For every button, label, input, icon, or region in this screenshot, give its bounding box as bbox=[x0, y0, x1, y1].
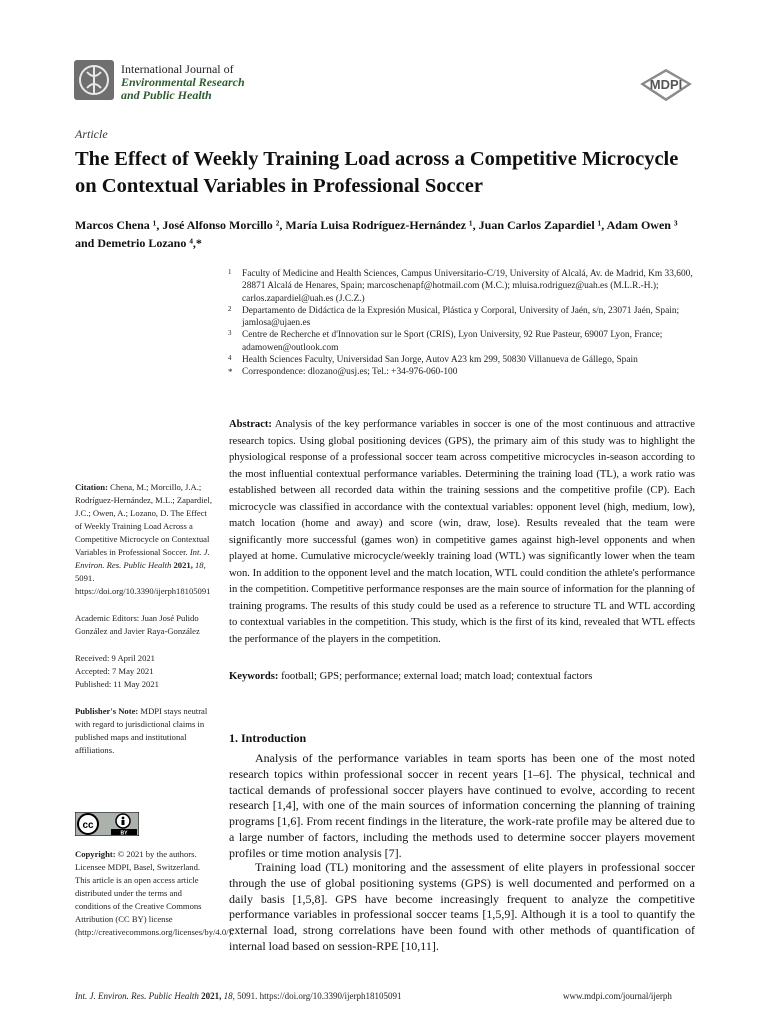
academic-editors: Academic Editors: Juan José Pulido González and Javier Raya-González bbox=[75, 613, 200, 636]
affiliation-text: Health Sciences Faculty, Universidad San Jorge, Autov A23 km 299, 50830 Villanueva de Gállego, Spain bbox=[242, 355, 638, 366]
article-title: The Effect of Weekly Training Load across a Competitive Microcycle on Contextual Variables in Professional Soccer bbox=[75, 148, 679, 197]
cc-by-license-icon[interactable] bbox=[75, 812, 139, 836]
affiliation-text: Centre de Recherche et d'Innovation sur le Sport (CRIS), Lyon University, 92 Rue Pasteur, 69007 Lyon, France; adamowen@outlook.com bbox=[242, 330, 663, 353]
affiliation-text: Departamento de Didáctica de la Expresión Musical, Plástica y Corporal, University of Jaén, s/n, 23071 Jaén, Spain; jamlosa@ujaen.es bbox=[242, 305, 680, 329]
footer-year: 2021, bbox=[201, 991, 222, 1001]
affiliation-mark: 2 bbox=[228, 304, 232, 313]
keywords bbox=[229, 669, 695, 684]
abstract-text: Analysis of the key performance variables in soccer is one of the most continuous and attractive research topics. Using global positioning devices (GPS), the primary aim of this study was to highlight the physiological response of a professional soccer team across competitive microcycles in-season according to the most influential contextual performance variables. Determining the training load (TL), a work ratio was established between all recorded data within the training sessions and the competitive profile (CP). Each microcycle was classified in accordance with the contextual variables: opponent level (high, medium, low), match location (home and away) and score (win, draw, lose). Results revealed that the team were significantly more successful (games won) in competitive games against high-level opponents and when played at home. Cumulative microcycle/weekly training load (WTL) was significantly lower when the team won. In addition to the opponent level and the match location, WTL could condition the athlete's performance in the competition. Competitive performance responses are the main source of information for the planning of training programs. The results of this study could be used as a reference to structure TL and WTL according to contextual variables in the competition. This study, which is the first of its kind, revealed that WTL effects the performance of the players in the competition. bbox=[229, 419, 695, 645]
affiliation-text: Correspondence: dlozano@usj.es; Tel.: +34-976-060-100 bbox=[242, 367, 458, 378]
intro-paragraph: Training load (TL) monitoring and the assessment of elite players in professional soccer through the use of global positioning systems (GPS) is well documented and performed on a daily basis [1,5,8]. GPS have become increasingly frequent to analyze the competitive performance variables in professional soccer teams [1,5,9]. Although it is a tool to quantify the external load, strong correlations have been found with other methods of quantification of internal load based on session-RPE [10,11]. bbox=[229, 860, 695, 953]
journal-name-line1: International Journal of bbox=[121, 62, 234, 76]
cc-badge-left-text: cc bbox=[82, 820, 94, 831]
affiliation-item bbox=[228, 354, 698, 366]
publisher-note-text: MDPI stays neutral with regard to jurisdictional claims in published maps and institutional affiliations. bbox=[75, 706, 208, 755]
article-type: Article bbox=[75, 127, 108, 141]
affiliation-item bbox=[228, 268, 698, 305]
sidebar bbox=[75, 481, 215, 757]
affiliation-item bbox=[228, 366, 698, 378]
copyright-label: Copyright: bbox=[75, 849, 116, 859]
copyright-block bbox=[75, 848, 234, 939]
footer-journal: Int. J. Environ. Res. Public Health bbox=[75, 991, 199, 1001]
affiliation-text: Faculty of Medicine and Health Sciences, Campus Universitario-C/19, University of Alcalá, Av. de Madrid, Km 33,600, 28871 Alcalá de Henares, Spain; marcoschenapf@hotmail.com (M.C.); mluisa.rodriguez@uah.es (M.L.R.-H.); carlos.zapardiel@uah.es (J.C.Z.) bbox=[242, 269, 693, 304]
affiliation-mark: 4 bbox=[228, 354, 232, 363]
cc-badge-right-text: BY bbox=[120, 830, 128, 836]
affiliation-item bbox=[228, 329, 698, 354]
affiliations bbox=[228, 268, 698, 379]
citation-label: Citation: bbox=[75, 482, 108, 492]
affiliation-mark: 1 bbox=[228, 268, 232, 276]
published-date: Published: 11 May 2021 bbox=[75, 679, 159, 689]
affiliation-item bbox=[228, 305, 698, 330]
keywords-text: football; GPS; performance; external load; match load; contextual factors bbox=[281, 671, 593, 682]
intro-paragraph: Analysis of the performance variables in team sports has been one of the most noted research topics within professional soccer in recent years [1–6]. The physical, technical and tactical demands of professional soccer players have continued to evolve, according to recent research [1,4], with one of the main sources of information concerning the planning of training programs [1,6]. From recent findings in the literature, the work-rate profile may be altered due to a large number of factors, including the methods used to determine soccer players movement profiles or time motion analysis [7]. bbox=[229, 751, 695, 860]
keywords-label: Keywords: bbox=[229, 671, 279, 682]
citation-text: Chena, M.; Morcillo, J.A.; Rodríguez-Hernández, M.L.; Zapardiel, J.C.; Owen, A.; Lozano, D. The Effect of Weekly Training Load Across a Competitive Microcycle on Contextual Variables in Professional Soccer. bbox=[75, 482, 212, 557]
journal-name bbox=[121, 63, 245, 102]
citation-journal: Int. J. Environ. Res. Public Health bbox=[75, 547, 210, 570]
abstract-label: Abstract: bbox=[229, 419, 272, 430]
footer-volume: 18, bbox=[223, 991, 235, 1001]
citation-volume: 18, bbox=[195, 560, 206, 570]
journal-name-line2: Environmental Research bbox=[121, 75, 245, 89]
received-date: Received: 9 April 2021 bbox=[75, 653, 155, 663]
footer-journal-url[interactable]: www.mdpi.com/journal/ijerph bbox=[563, 991, 672, 1001]
publisher-note-label: Publisher's Note: bbox=[75, 706, 139, 716]
journal-logo-icon bbox=[74, 60, 114, 100]
author-list: Marcos Chena ¹, José Alfonso Morcillo ², María Luisa Rodríguez-Hernández ¹, Juan Carlos Zapardiel ¹, Adam Owen ³ and Demetrio Lozano ⁴,* bbox=[75, 218, 678, 250]
footer-doi[interactable]: 5091. https://doi.org/10.3390/ijerph18105091 bbox=[237, 991, 402, 1001]
mdpi-logo-text: MDPI bbox=[649, 77, 683, 92]
journal-name-line3: and Public Health bbox=[121, 88, 212, 102]
copyright-text: © 2021 by the authors. Licensee MDPI, Basel, Switzerland. This article is an open access article distributed under the terms and conditions of the Creative Commons Attribution (CC BY) license (http://creativecommons.org/licenses/by/4.0/). bbox=[75, 849, 234, 937]
mdpi-logo bbox=[640, 69, 692, 101]
section-heading-introduction: 1. Introduction bbox=[229, 731, 307, 745]
affiliation-mark: 3 bbox=[228, 329, 232, 338]
affiliation-mark: * bbox=[228, 367, 233, 378]
abstract bbox=[229, 417, 695, 648]
citation-doi[interactable]: 5091. https://doi.org/10.3390/ijerph18105091 bbox=[75, 573, 211, 596]
footer-citation bbox=[75, 991, 401, 1001]
citation-year: 2021, bbox=[173, 560, 193, 570]
accepted-date: Accepted: 7 May 2021 bbox=[75, 666, 154, 676]
citation bbox=[75, 481, 215, 598]
publisher-note bbox=[75, 705, 215, 757]
